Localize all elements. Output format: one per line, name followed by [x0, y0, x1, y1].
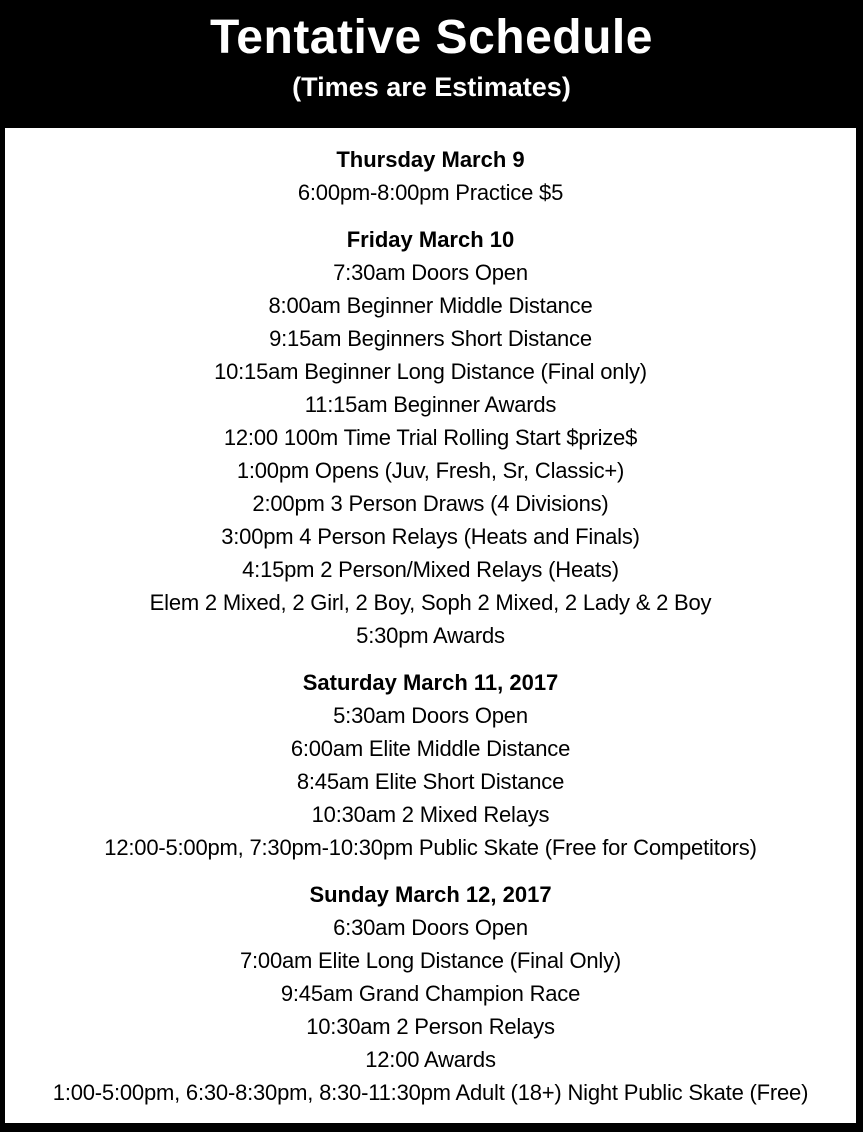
schedule-item: 10:15am Beginner Long Distance (Final only): [214, 359, 647, 384]
schedule-item: 6:00pm-8:00pm Practice $5: [297, 180, 564, 205]
schedule-item: Elem 2 Mixed, 2 Girl, 2 Boy, Soph 2 Mixed, 2 Lady & 2 Boy: [149, 590, 712, 615]
schedule-item: 10:30am 2 Mixed Relays: [311, 802, 550, 827]
schedule-item: 10:30am 2 Person Relays: [306, 1014, 555, 1039]
schedule-item: 7:30am Doors Open: [333, 260, 528, 285]
schedule-sections: [5, 128, 856, 1123]
schedule-item: 11:15am Beginner Awards: [304, 392, 557, 417]
day-heading: Thursday March 9: [336, 147, 525, 172]
schedule-item: 1:00pm Opens (Juv, Fresh, Sr, Classic+): [236, 458, 625, 483]
schedule-item: 4:15pm 2 Person/Mixed Relays (Heats): [242, 557, 619, 582]
schedule-item: 12:00-5:00pm, 7:30pm-10:30pm Public Skate (Free for Competitors): [104, 835, 757, 860]
page-title: Tentative Schedule: [210, 11, 653, 64]
schedule-item: 5:30am Doors Open: [333, 703, 528, 728]
flyer-header: [0, 0, 863, 128]
schedule-item: 3:00pm 4 Person Relays (Heats and Finals): [221, 524, 640, 549]
day-heading: Saturday March 11, 2017: [302, 670, 559, 695]
schedule-item: 8:45am Elite Short Distance: [296, 769, 565, 794]
schedule-section: [5, 143, 856, 209]
schedule-item: 9:45am Grand Champion Race: [280, 981, 581, 1006]
schedule-section: [5, 878, 856, 1109]
schedule-item: 9:15am Beginners Short Distance: [269, 326, 592, 351]
schedule-item: 7:00am Elite Long Distance (Final Only): [239, 948, 622, 973]
schedule-item: 12:00 Awards: [365, 1047, 496, 1072]
schedule-section: [5, 666, 856, 864]
day-heading: Sunday March 12, 2017: [309, 882, 552, 907]
schedule-item: 6:30am Doors Open: [333, 915, 528, 940]
schedule-item: 6:00am Elite Middle Distance: [290, 736, 571, 761]
schedule-item: 8:00am Beginner Middle Distance: [268, 293, 593, 318]
schedule-item: 5:30pm Awards: [356, 623, 505, 648]
day-heading: Friday March 10: [346, 227, 515, 252]
schedule-item: 12:00 100m Time Trial Rolling Start $prize$: [223, 425, 638, 450]
schedule-section: [5, 223, 856, 652]
page-subtitle: (Times are Estimates): [292, 72, 571, 102]
schedule-item: 2:00pm 3 Person Draws (4 Divisions): [252, 491, 609, 516]
schedule-item: 1:00-5:00pm, 6:30-8:30pm, 8:30-11:30pm Adult (18+) Night Public Skate (Free): [52, 1080, 809, 1105]
